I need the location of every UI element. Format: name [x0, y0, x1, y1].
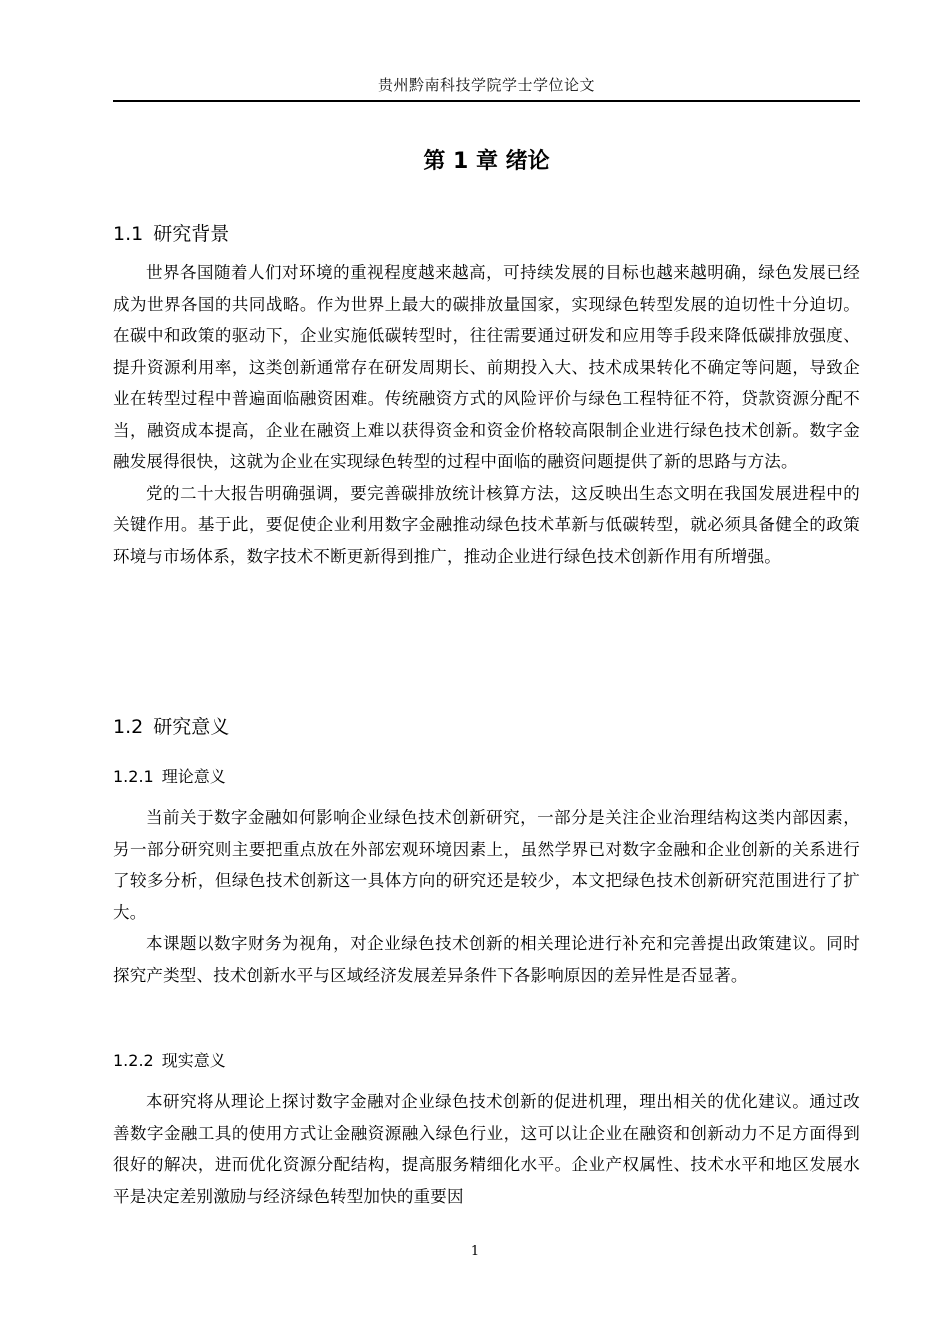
section-number: 1.2: [113, 716, 144, 738]
paragraph: 党的二十大报告明确强调，要完善碳排放统计核算方法，这反映出生态文明在我国发展进程中的关键作用。基于此，要促使企业利用数字金融推动绿色技术革新与低碳转型，就必须具备健全的政策环境与市场体系，数字技术不断更新得到推广，推动企业进行绿色技术创新作用有所增强。: [113, 483, 860, 566]
subsection-heading-1-2-1: [113, 765, 860, 789]
subsection-title: 理论意义: [161, 767, 226, 786]
subsection-number: 1.2.2: [113, 1051, 154, 1070]
section-research-background: [113, 220, 860, 572]
subsection-number: 1.2.1: [113, 767, 154, 786]
paragraph: 世界各国随着人们对环境的重视程度越来越高，可持续发展的目标也越来越明确，绿色发展已经成为世界各国的共同战略。作为世界上最大的碳排放量国家，实现绿色转型发展的迫切性十分迫切。在碳中和政策的驱动下，企业实施低碳转型时，往往需要通过研发和应用等手段来降低碳排放强度、提升资源利用率，这类创新通常存在研发周期长、前期投入大、技术成果转化不确定等问题，导致企业在转型过程中普遍面临融资困难。传统融资方式的风险评价与绿色工程特征不符，贷款资源分配不当，融资成本提高，企业在融资上难以获得资金和资金价格较高限制企业进行绿色技术创新。数字金融发展得很快，这就为企业在实现绿色转型的过程中面临的融资问题提供了新的思路与方法。: [113, 263, 860, 471]
paragraph: 当前关于数字金融如何影响企业绿色技术创新研究，一部分是关注企业治理结构这类内部因素，另一部分研究则主要把重点放在外部宏观环境因素上，虽然学界已对数字金融和企业创新的关系进行了较多分析，但绿色技术创新这一具体方向的研究还是较少，本文把绿色技术创新研究范围进行了扩大。: [113, 808, 860, 922]
header-title: 贵州黔南科技学院学士学位论文: [377, 76, 595, 94]
chapter-title: 第 1 章 绪论: [423, 149, 550, 174]
subsection-practical-significance: [113, 1049, 860, 1212]
page-header: [113, 70, 860, 102]
subsection-theoretical-significance: [113, 765, 860, 991]
subsection-heading-1-2-2: [113, 1049, 860, 1073]
subsection-title: 现实意义: [161, 1051, 226, 1070]
section-number: 1.1: [113, 223, 144, 245]
page-number: 1: [470, 1244, 480, 1259]
section-heading-1-1: [113, 220, 860, 248]
section-title: 研究意义: [153, 716, 230, 738]
section-heading-1-2: [113, 713, 860, 741]
section-research-significance: [113, 713, 860, 741]
paragraph: 本研究将从理论上探讨数字金融对企业绿色技术创新的促进机理，理出相关的优化建议。通过改善数字金融工具的使用方式让金融资源融入绿色行业，这可以让企业在融资和创新动力不足方面得到很好的解决，进而优化资源分配结构，提高服务精细化水平。企业产权属性、技术水平和地区发展水平是决定差别激励与经济绿色转型加快的重要因: [113, 1092, 860, 1206]
section-title: 研究背景: [153, 223, 230, 245]
paragraph: 本课题以数字财务为视角，对企业绿色技术创新的相关理论进行补充和完善提出政策建议。同时探究产类型、技术创新水平与区域经济发展差异条件下各影响原因的差异性是否显著。: [113, 934, 860, 985]
